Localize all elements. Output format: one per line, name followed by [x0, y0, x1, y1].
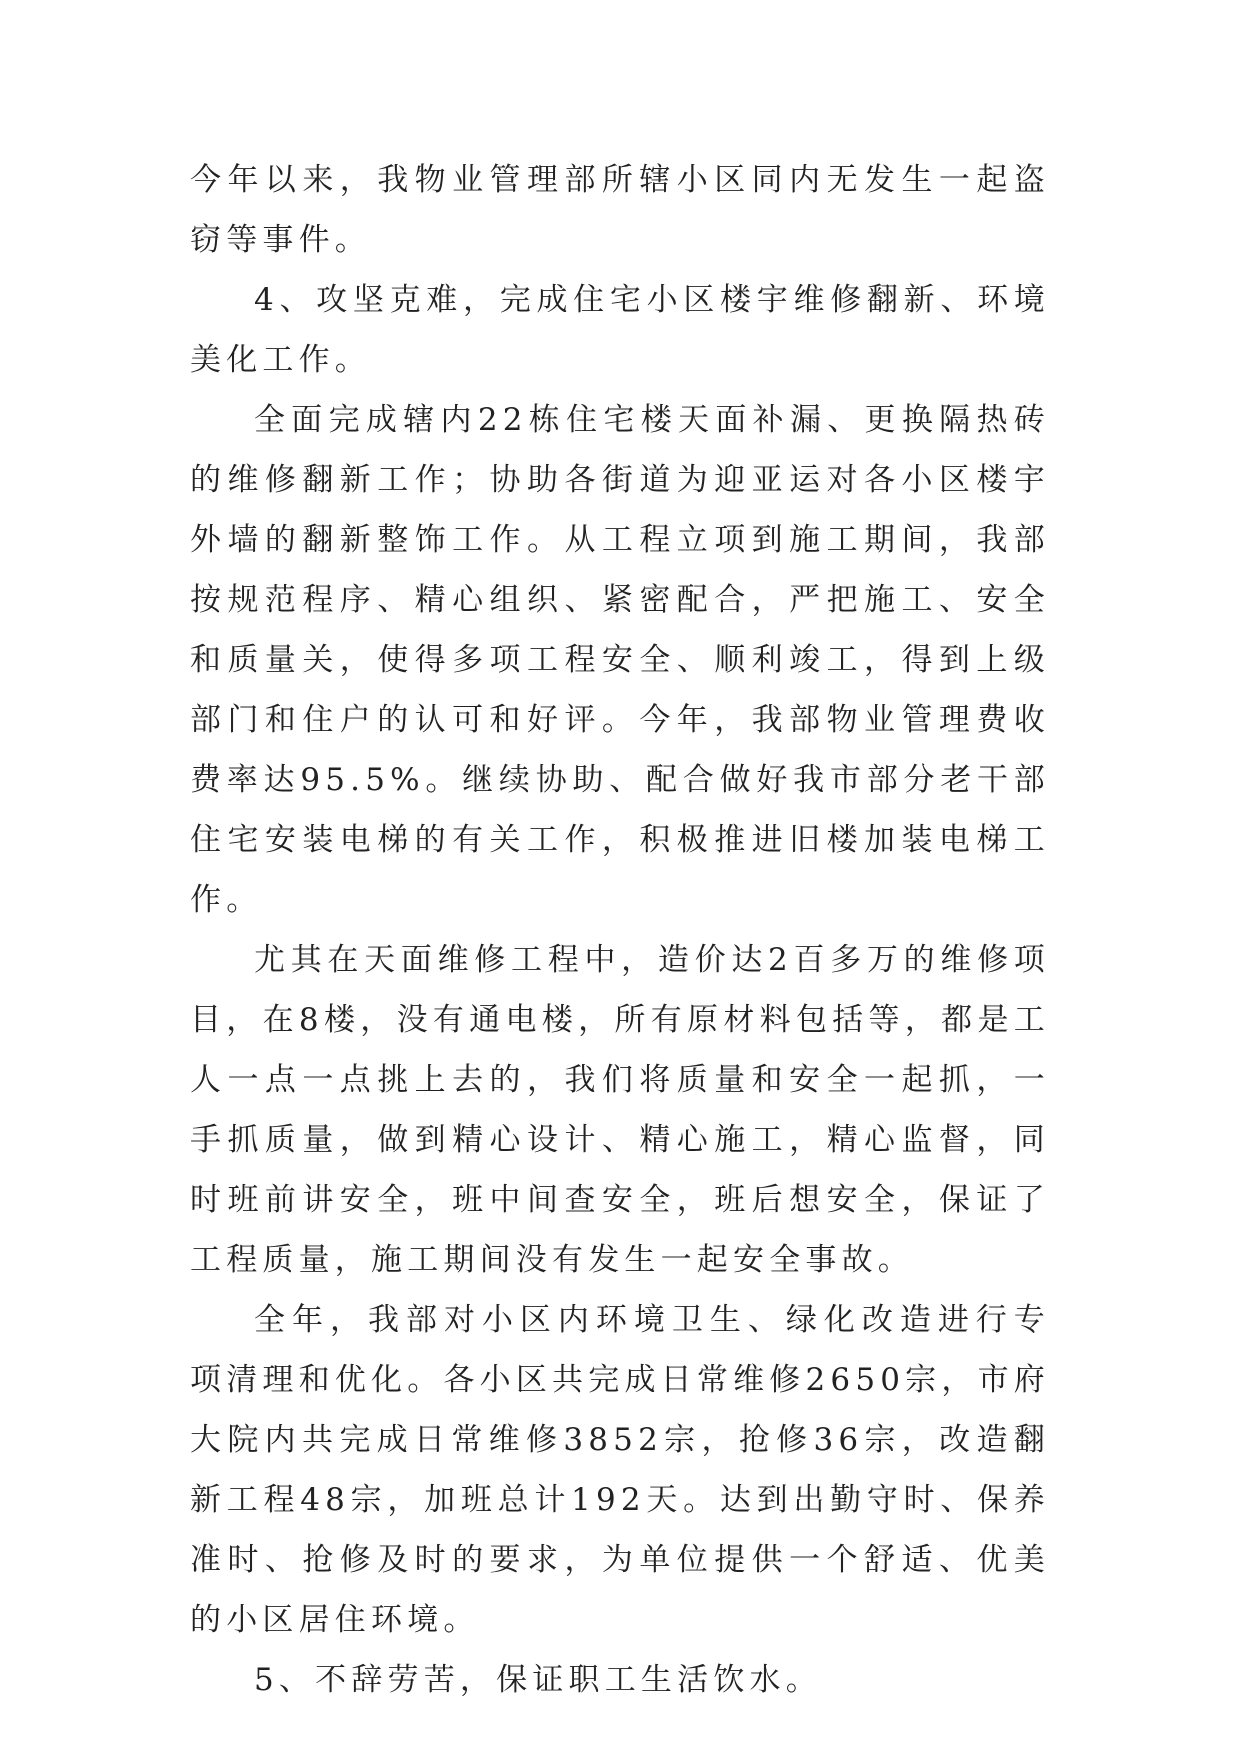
paragraph-security: 今年以来，我物业管理部所辖小区同内无发生一起盗窃等事件。 [190, 162, 1050, 258]
heading-item-4: 4、攻坚克难，完成住宅小区楼宇维修翻新、环境美化工作。 [190, 282, 1050, 378]
paragraph-roof-repair: 尤其在天面维修工程中，造价达2百多万的维修项目，在8楼，没有通电楼，所有原材料包括等，都是工人一点一点挑上去的，我们将质量和安全一起抓，一手抓质量，做到精心设计、精心施工，精心监督，同时班前讲安全，班中间查安全，班后想安全，保证了工程质量，施工期间没有发生一起安全事故。 [190, 942, 1050, 1278]
paragraph-maintenance-stats: 全年，我部对小区内环境卫生、绿化改造进行专项清理和优化。各小区共完成日常维修2650宗，市府大院内共完成日常维修3852宗，抢修36宗，改造翻新工程48宗，加班总计192天。达到出勤守时、保养准时、抢修及时的要求，为单位提供一个舒适、优美的小区居住环境。 [190, 1302, 1050, 1638]
heading-item-5: 5、不辞劳苦，保证职工生活饮水。 [254, 1662, 822, 1698]
paragraph-renovation: 全面完成辖内22栋住宅楼天面补漏、更换隔热砖的维修翻新工作；协助各街道为迎亚运对各小区楼宇外墙的翻新整饰工作。从工程立项到施工期间，我部按规范程序、精心组织、紧密配合，严把施工、安全和质量关，使得多项工程安全、顺利竣工，得到上级部门和住户的认可和好评。今年，我部物业管理费收费率达95.5%。继续协助、配合做好我市部分老干部住宅安装电梯的有关工作，积极推进旧楼加装电梯工作。 [190, 402, 1050, 918]
document-body [190, 150, 1050, 1710]
